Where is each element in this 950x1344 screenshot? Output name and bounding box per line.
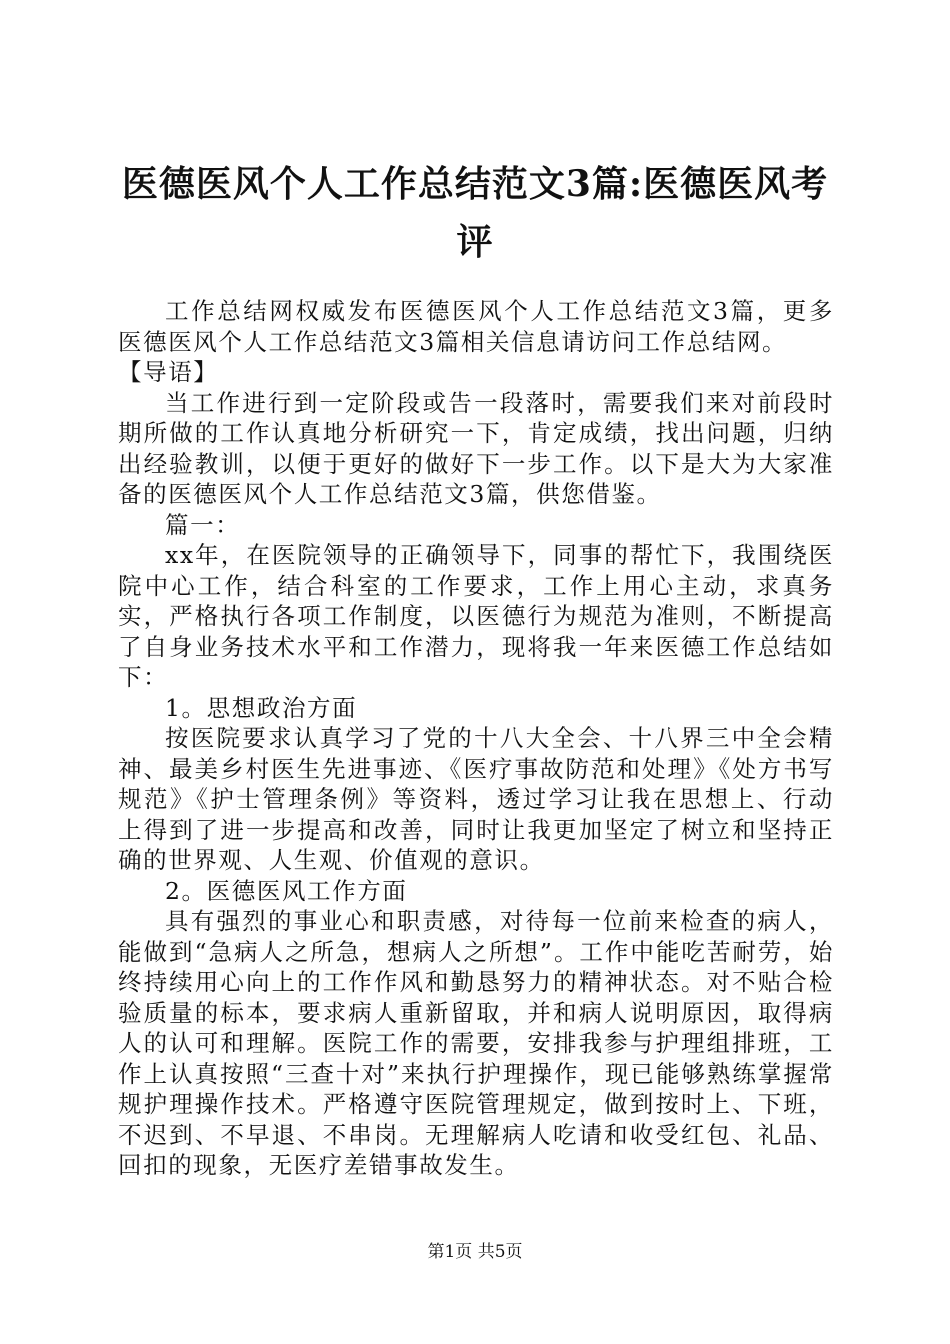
political-paragraph: 按医院要求认真学习了党的十八大全会、十八界三中全会精神、最美乡村医生先进事迹、《医疗事故防范和处理》《处方书写规范》《护士管理条例》等资料，透过学习让我在思想上、行动上得到了进一步提高和改善，同时让我更加坚定了树立和坚持正确的世界观、人生观、价值观的意识。	[118, 724, 834, 874]
subheading-political: 1。思想政治方面	[165, 693, 358, 722]
part-one-paragraph: xx年，在医院领导的正确领导下，同事的帮忙下，我围绕医院中心工作，结合科室的工作要求，工作上用心主动，求真务实，严格执行各项工作制度，以医德行为规范为准则，不断提高了自身业务技术水平和工作潜力，现将我一年来医德工作总结如下：	[118, 541, 834, 691]
guide-paragraph: 当工作进行到一定阶段或告一段落时，需要我们来对前段时期所做的工作认真地分析研究一下，肯定成绩，找出问题，归纳出经验教训，以便于更好的做好下一步工作。以下是大为大家准备的医德医风个人工作总结范文3篇，供您借鉴。	[118, 388, 834, 508]
intro-paragraph: 工作总结网权威发布医德医风个人工作总结范文3篇，更多医德医风个人工作总结范文3篇相关信息请访问工作总结网。	[118, 297, 834, 356]
document-body	[118, 296, 834, 1181]
document-title: 医德医风个人工作总结范文3篇:医德医风考	[121, 163, 829, 205]
subheading-medical-ethics: 2。医德医风工作方面	[165, 876, 408, 905]
section-heading-part-one: 篇一：	[165, 510, 241, 539]
page-number-footer: 第1页 共5页	[427, 1242, 523, 1262]
guide-heading: 【导语】	[118, 358, 219, 386]
document-title-continued: 评	[456, 221, 494, 263]
medical-ethics-paragraph: 具有强烈的事业心和职责感，对待每一位前来检查的病人，能做到“急病人之所急，想病人之所想”。工作中能吃苦耐劳，始终持续用心向上的工作作风和勤恳努力的精神状态。对不贴合检验质量的标本，要求病人重新留取，并和病人说明原因，取得病人的认可和理解。医院工作的需要，安排我参与护理组排班，工作上认真按照“三查十对”来执行护理操作，现已能够熟练掌握常规护理操作技术。严格遵守医院管理规定，做到按时上、下班，不迟到、不早退、不串岗。无理解病人吃请和收受红包、礼品、回扣的现象，无医疗差错事故发生。	[118, 907, 834, 1179]
